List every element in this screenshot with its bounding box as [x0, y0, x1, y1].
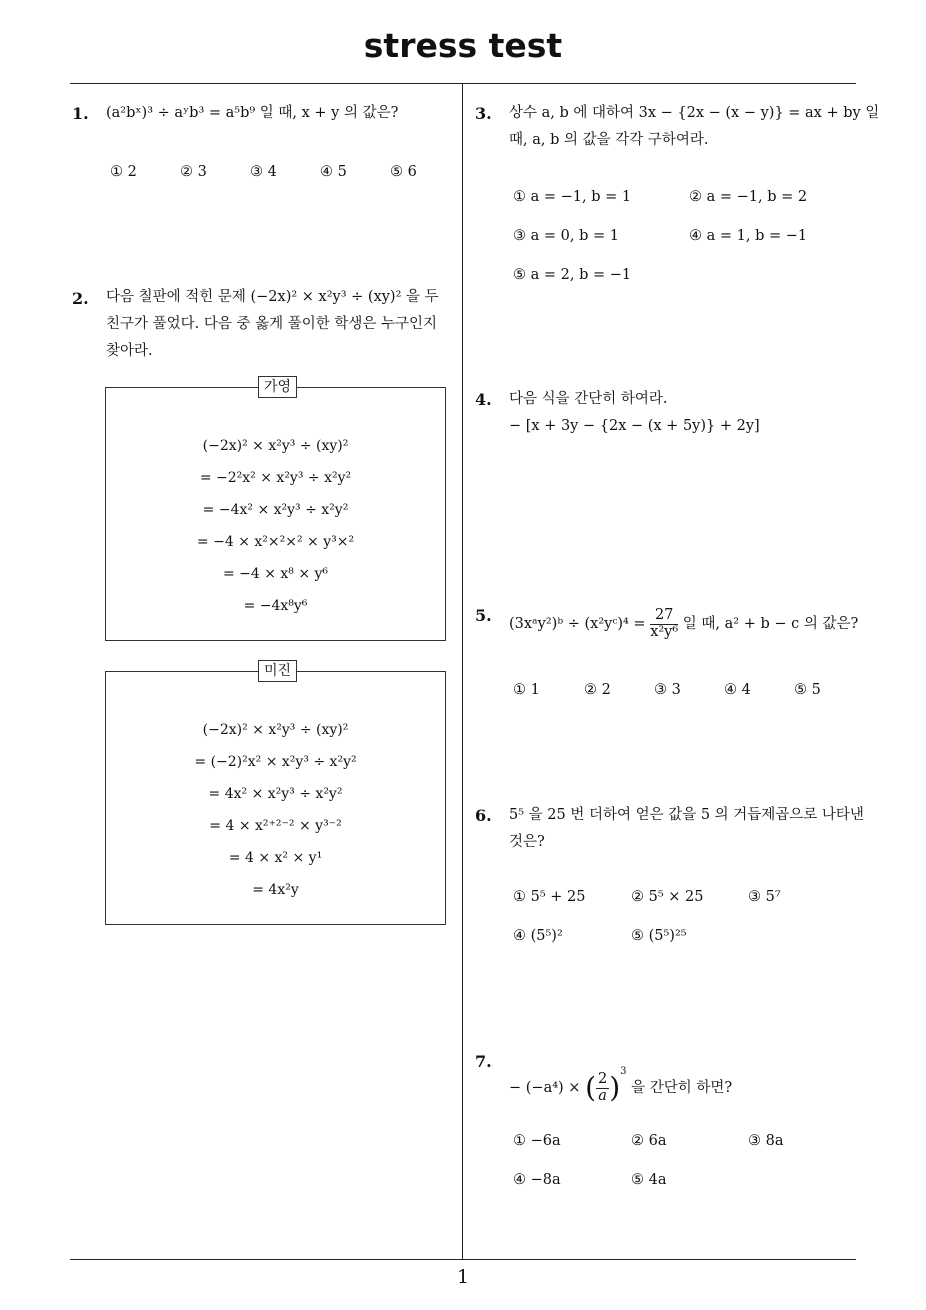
- question-number: 7.: [475, 1052, 492, 1071]
- option-1[interactable]: ① a = −1, b = 1: [513, 189, 632, 205]
- solution-step: = −4x² × x²y³ ÷ x²y²: [202, 502, 349, 518]
- option-3[interactable]: ③ 5⁷: [748, 889, 781, 905]
- option-5[interactable]: ⑤ a = 2, b = −1: [513, 267, 632, 283]
- solution-box-mijin: [105, 663, 446, 925]
- solution-step: = −4 × x⁸ × y⁶: [222, 566, 329, 582]
- student-name-label: 미진: [258, 660, 297, 682]
- question-prompt: (a²bˣ)³ ÷ aʸb³ = a⁵b⁹ 일 때, x + y 의 값은?: [106, 105, 399, 121]
- column-divider: [462, 83, 463, 1259]
- solution-box-gayoung: [105, 379, 446, 641]
- student-name-label: 가영: [258, 376, 297, 398]
- option-5[interactable]: ⑤ 4a: [631, 1172, 667, 1188]
- option-1[interactable]: ① 1: [513, 682, 540, 698]
- option-4[interactable]: ④ 5: [320, 164, 347, 180]
- question-expression: − [x + 3y − {2x − (x + 5y)} + 2y]: [509, 418, 760, 434]
- solution-step: = (−2)²x² × x²y³ ÷ x²y²: [194, 754, 357, 770]
- fraction-numerator: 27: [650, 608, 678, 625]
- header-rule: [70, 83, 856, 84]
- question-number: 1.: [72, 104, 89, 123]
- fraction-denominator: x²y⁶: [650, 623, 679, 640]
- option-2[interactable]: ② 5⁵ × 25: [631, 889, 704, 905]
- prompt-expression: (3xᵃy²)ᵇ ÷ (x²yᶜ)⁴ =: [509, 616, 646, 632]
- question-prompt-line: 것은?: [509, 834, 545, 850]
- question-prompt: [509, 604, 858, 644]
- question-number: 4.: [475, 390, 492, 409]
- prompt-text: 일 때, a² + b − c 의 값은?: [682, 616, 859, 632]
- question-number: 6.: [475, 806, 492, 825]
- solution-step: = −4x⁸y⁶: [243, 598, 308, 614]
- solution-step: = −4 × x²×²×² × y³×²: [196, 534, 355, 550]
- option-5[interactable]: ⑤ (5⁵)²⁵: [631, 928, 687, 944]
- solution-step: = 4x²y: [252, 882, 299, 898]
- option-2[interactable]: ② 2: [584, 682, 611, 698]
- option-1[interactable]: ① −6a: [513, 1133, 561, 1149]
- solution-step: = 4 × x²⁺²⁻² × y³⁻²: [209, 818, 342, 834]
- question-prompt: [509, 1050, 732, 1110]
- question-prompt-line: 찾아라.: [106, 343, 153, 359]
- solution-step: = 4 × x² × y¹: [228, 850, 323, 866]
- question-prompt-line: 5⁵ 을 25 번 더하여 얻은 값을 5 의 거듭제곱으로 나타낸: [509, 807, 864, 823]
- option-3[interactable]: ③ 3: [654, 682, 681, 698]
- fraction-numerator: 2: [598, 1070, 608, 1087]
- solution-step: (−2x)² × x²y³ ÷ (xy)²: [202, 722, 349, 738]
- option-2[interactable]: ② a = −1, b = 2: [689, 189, 808, 205]
- open-paren: (: [585, 1071, 596, 1104]
- option-4[interactable]: ④ (5⁵)²: [513, 928, 563, 944]
- option-3[interactable]: ③ 8a: [748, 1133, 784, 1149]
- question-prompt-line: 때, a, b 의 값을 각각 구하여라.: [509, 132, 709, 148]
- close-paren: ): [609, 1071, 621, 1104]
- footer-rule: [70, 1259, 856, 1260]
- solution-step: (−2x)² × x²y³ ÷ (xy)²: [202, 438, 349, 454]
- option-3[interactable]: ③ a = 0, b = 1: [513, 228, 619, 244]
- fraction: [650, 608, 678, 641]
- question-prompt-line: 다음 식을 간단히 하여라.: [509, 391, 668, 407]
- option-3[interactable]: ③ 4: [250, 164, 277, 180]
- question-number: 2.: [72, 289, 89, 308]
- question-prompt-line: 상수 a, b 에 대하여 3x − {2x − (x − y)} = ax + by 일: [509, 105, 880, 121]
- option-2[interactable]: ② 6a: [631, 1133, 667, 1149]
- question-number: 5.: [475, 606, 492, 625]
- question-prompt-line: 친구가 풀었다. 다음 중 옳게 풀이한 학생은 누구인지: [106, 316, 438, 332]
- option-4[interactable]: ④ −8a: [513, 1172, 561, 1188]
- page-number: 1: [456, 1266, 470, 1288]
- option-1[interactable]: ① 2: [110, 164, 137, 180]
- prompt-text: 을 간단히 하면?: [631, 1080, 733, 1096]
- question-number: 3.: [475, 104, 492, 123]
- option-4[interactable]: ④ 4: [724, 682, 751, 698]
- option-5[interactable]: ⑤ 6: [390, 164, 417, 180]
- exponent: 3: [620, 1066, 627, 1077]
- fraction-denominator: a: [598, 1087, 607, 1104]
- fraction: [596, 1072, 609, 1105]
- page-title: stress test: [363, 26, 563, 65]
- question-prompt-line: 다음 칠판에 적힌 문제 (−2x)² × x²y³ ÷ (xy)² 을 두: [106, 289, 439, 305]
- solution-step: = −2²x² × x²y³ ÷ x²y²: [199, 470, 352, 486]
- solution-step: = 4x² × x²y³ ÷ x²y²: [208, 786, 343, 802]
- option-1[interactable]: ① 5⁵ + 25: [513, 889, 586, 905]
- option-2[interactable]: ② 3: [180, 164, 207, 180]
- prompt-expression: − (−a⁴) ×: [509, 1080, 581, 1096]
- option-4[interactable]: ④ a = 1, b = −1: [689, 228, 808, 244]
- option-5[interactable]: ⑤ 5: [794, 682, 821, 698]
